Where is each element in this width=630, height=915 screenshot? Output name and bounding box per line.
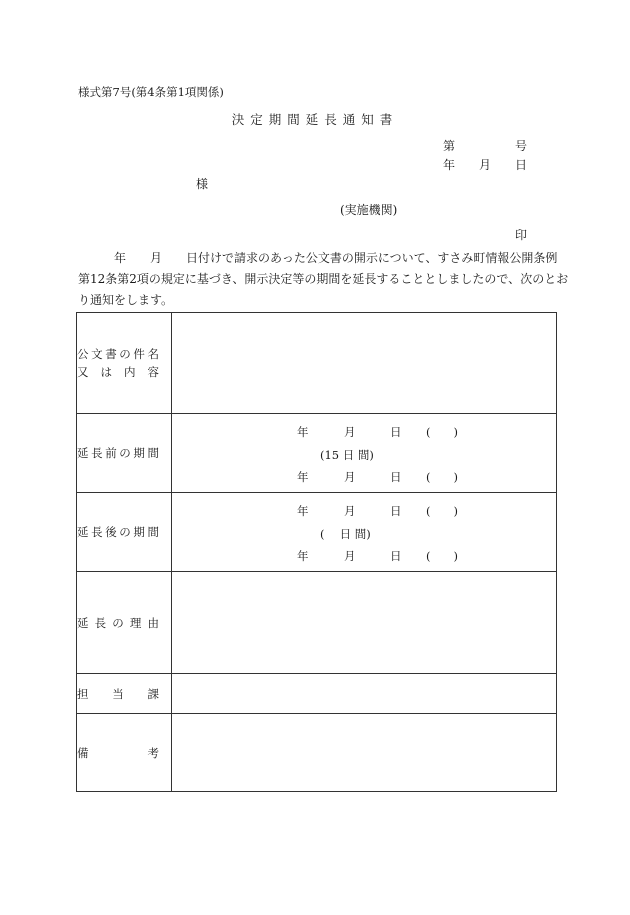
label-char: 長: [91, 525, 103, 539]
reason-label-text: [77, 615, 159, 631]
label-char: 書: [105, 347, 117, 361]
document-title: [0, 110, 630, 128]
subject-label-line-1: [77, 346, 159, 362]
label-char: 内: [124, 365, 136, 379]
issue-date-day: 日: [515, 158, 528, 172]
after-period-label: [77, 493, 172, 572]
label-char: 又: [77, 365, 89, 379]
period-day: 日: [390, 470, 402, 484]
label-char: は: [100, 365, 112, 379]
notice-form-table: [76, 312, 557, 792]
body-year: 年: [114, 251, 127, 265]
after-period-duration: [172, 526, 558, 546]
label-char: 課: [147, 686, 159, 701]
subject-row: [77, 313, 557, 414]
reason-label: [77, 572, 172, 674]
after-period-value-cell[interactable]: [172, 493, 557, 572]
body-line-1: [78, 248, 558, 269]
period-day: 日: [390, 504, 402, 518]
issue-date-month: 月: [479, 158, 492, 172]
body-month: 月: [150, 251, 163, 265]
before-period-duration: [172, 447, 558, 467]
period-year: 年: [297, 504, 309, 518]
label-char: 考: [147, 745, 159, 760]
before-period-row: [77, 414, 557, 493]
addressee-honorific: 様: [196, 177, 209, 191]
label-char: 備: [77, 745, 89, 760]
label-char: の: [112, 615, 124, 630]
issue-date-year: 年: [443, 158, 456, 172]
notice-body: [78, 248, 569, 311]
period-month: 月: [344, 504, 356, 518]
remarks-label-text: [77, 745, 159, 761]
label-char: 長: [91, 446, 103, 460]
label-char: 延: [77, 615, 89, 630]
label-char: 長: [94, 615, 107, 630]
before-period-end: [172, 469, 558, 489]
period-weekday: ( ): [426, 549, 458, 563]
label-char: 名: [147, 347, 159, 361]
body-line-3: り通知をします。: [78, 293, 174, 307]
label-char: の: [119, 525, 131, 539]
label-char: 後: [105, 525, 117, 539]
label-char: 間: [147, 446, 159, 460]
seal-mark: 印: [515, 228, 528, 242]
subject-label: [77, 313, 172, 414]
subject-value-cell[interactable]: [172, 313, 557, 414]
after-period-label-text: [77, 524, 159, 540]
period-weekday: ( ): [426, 504, 458, 518]
period-weekday: ( ): [426, 470, 458, 484]
period-month: 月: [344, 549, 356, 563]
label-char: 容: [147, 365, 159, 379]
body-line-2: 第12条第2項の規定に基づき、開示決定等の期間を延長することとしましたので、次のとお: [78, 272, 569, 286]
document-number-prefix: 第: [443, 139, 456, 153]
label-char: 延: [77, 525, 89, 539]
section-label-text: [77, 686, 159, 702]
label-char: の: [119, 446, 131, 460]
implementing-agency: (実施機関): [340, 203, 398, 217]
period-year: 年: [297, 549, 309, 563]
section-label: [77, 674, 172, 714]
section-row: [77, 674, 557, 714]
period-day: 日: [390, 425, 402, 439]
after-period-row: [77, 493, 557, 572]
label-char: 担: [77, 686, 89, 701]
period-month: 月: [344, 470, 356, 484]
after-period-block: [172, 493, 556, 571]
before-period-label-text: [77, 445, 159, 461]
section-value-cell[interactable]: [172, 674, 557, 714]
label-char: 期: [133, 525, 145, 539]
before-period-block: [172, 414, 556, 492]
label-char: 件: [133, 347, 145, 361]
period-year: 年: [297, 425, 309, 439]
remarks-row: [77, 714, 557, 792]
document-number-suffix: 号: [515, 139, 528, 153]
label-char: 当: [112, 686, 124, 701]
subject-label-line-2: [77, 364, 159, 380]
period-days: ( 日 間): [320, 527, 371, 541]
period-month: 月: [344, 425, 356, 439]
after-period-end: [172, 548, 558, 568]
remarks-value-cell[interactable]: [172, 714, 557, 792]
body-line-1-text: 日付けで請求のあった公文書の開示について、すさみ町情報公開条例: [186, 251, 558, 265]
label-char: 理: [129, 615, 142, 630]
form-number: 様式第7号(第4条第1項関係): [78, 85, 224, 99]
label-char: 延: [77, 446, 89, 460]
document-title-text: 決定期間延長通知書: [231, 112, 399, 127]
label-char: 由: [147, 615, 159, 630]
label-char: 期: [133, 446, 145, 460]
label-char: 公: [77, 347, 89, 361]
reason-value-cell[interactable]: [172, 572, 557, 674]
period-days: (15 日 間): [320, 448, 374, 462]
label-char: 前: [105, 446, 117, 460]
after-period-start: [172, 503, 558, 523]
before-period-value-cell[interactable]: [172, 414, 557, 493]
period-weekday: ( ): [426, 425, 458, 439]
reason-row: [77, 572, 557, 674]
before-period-start: [172, 424, 558, 444]
label-char: 文: [91, 347, 103, 361]
remarks-label: [77, 714, 172, 792]
period-day: 日: [390, 549, 402, 563]
label-char: の: [119, 347, 131, 361]
label-char: 間: [147, 525, 159, 539]
period-year: 年: [297, 470, 309, 484]
before-period-label: [77, 414, 172, 493]
